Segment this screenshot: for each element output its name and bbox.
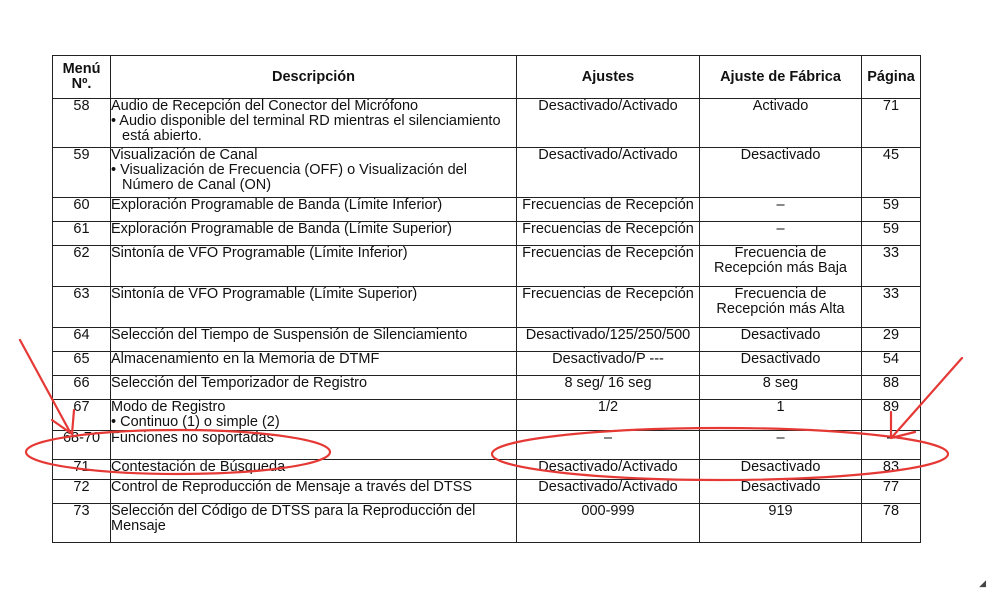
menu-number: 59: [73, 147, 90, 163]
menu-number: 63: [73, 286, 90, 302]
pagina-value: 33: [882, 286, 900, 302]
menu-number: 66: [73, 375, 90, 391]
header-no-label: Nº.: [71, 76, 92, 92]
description-cell: [111, 99, 517, 148]
menu-number-cell: [53, 352, 111, 376]
header-descripcion: Descripción: [111, 56, 517, 99]
menu-number: 62: [73, 245, 90, 261]
ajustes-value: Desactivado/125/250/500: [525, 327, 691, 343]
ajustes-value: 8 seg/ 16 seg: [564, 375, 652, 391]
pagina-value: 54: [882, 351, 900, 367]
description-text: Sintonía de VFO Programable (Límite Inferior): [111, 245, 408, 261]
menu-number-cell: [53, 400, 111, 431]
menu-number: 67: [73, 399, 90, 415]
menu-number-cell: [53, 431, 111, 460]
fabrica-value: 919: [768, 503, 793, 519]
pagina-cell: [862, 246, 921, 287]
menu-number-cell: [53, 99, 111, 148]
menu-settings-table: [52, 55, 921, 543]
pagina-value: 71: [882, 98, 900, 114]
menu-number: 60: [73, 197, 90, 213]
pagina-cell: [862, 504, 921, 543]
fabrica-cell: [700, 99, 862, 148]
ajustes-cell: [517, 222, 700, 246]
fabrica-cell: [700, 198, 862, 222]
table-row: [53, 460, 921, 480]
description-cell: [111, 480, 517, 504]
fabrica-cell: [700, 328, 862, 352]
ajustes-cell: [517, 148, 700, 198]
ajustes-cell: [517, 460, 700, 480]
ajustes-cell: [517, 99, 700, 148]
pagina-value: 33: [882, 245, 900, 261]
table-row: [53, 376, 921, 400]
description-cell: [111, 246, 517, 287]
ajustes-value: Frecuencias de Recepción: [522, 221, 694, 237]
pagina-value: 88: [882, 375, 900, 391]
ajustes-value: –: [603, 430, 613, 446]
menu-number: 61: [73, 221, 90, 237]
fabrica-cell: [700, 480, 862, 504]
ajustes-cell: [517, 504, 700, 543]
pagina-value: –: [886, 430, 896, 446]
table-row: [53, 148, 921, 198]
pagina-value: 59: [882, 221, 900, 237]
fabrica-value: Desactivado: [740, 351, 821, 367]
description-text: Selección del Temporizador de Registro: [111, 375, 368, 391]
ajustes-value: Desactivado/Activado: [538, 459, 678, 475]
menu-number-cell: [53, 287, 111, 328]
pagina-value: 59: [882, 197, 900, 213]
ajustes-value: Desactivado/Activado: [538, 147, 678, 163]
menu-number: 71: [73, 459, 90, 475]
ajustes-value: 1/2: [597, 399, 619, 415]
ajustes-cell: [517, 480, 700, 504]
description-cell: [111, 328, 517, 352]
fabrica-cell: [700, 504, 862, 543]
description-text: Almacenamiento en la Memoria de DTMF: [111, 351, 380, 367]
menu-number-cell: [53, 222, 111, 246]
fabrica-value: –: [776, 221, 785, 237]
fabrica-cell: [700, 460, 862, 480]
menu-number: 58: [73, 98, 90, 114]
pagina-value: 29: [882, 327, 900, 343]
description-text: Exploración Programable de Banda (Límite Inferior): [111, 197, 443, 213]
menu-number: 68-70: [62, 430, 101, 446]
fabrica-cell: [700, 376, 862, 400]
description-text: Sintonía de VFO Programable (Límite Superior): [111, 286, 418, 302]
page-corner-mark: ◢: [979, 578, 986, 588]
pagina-cell: [862, 287, 921, 328]
description-text: Exploración Programable de Banda (Límite Superior): [111, 221, 452, 237]
description-cell: [111, 148, 517, 198]
table-row: [53, 504, 921, 543]
fabrica-value: Desactivado: [740, 147, 821, 163]
header-ajuste-fabrica: Ajuste de Fábrica: [700, 56, 862, 99]
ajustes-value: Desactivado/Activado: [538, 479, 678, 495]
ajustes-cell: [517, 352, 700, 376]
table-row: [53, 328, 921, 352]
pagina-value: 77: [882, 479, 900, 495]
pagina-value: 83: [882, 459, 900, 475]
ajustes-cell: [517, 328, 700, 352]
table-header-row: [53, 56, 921, 99]
description-text: Funciones no soportadas: [111, 430, 274, 446]
description-bullet: • Audio disponible del terminal RD mientras el silenciamiento está abierto.: [111, 113, 501, 144]
description-cell: [111, 376, 517, 400]
pagina-cell: [862, 99, 921, 148]
description-cell: [111, 431, 517, 460]
fabrica-cell: [700, 246, 862, 287]
pagina-cell: [862, 328, 921, 352]
ajustes-value: Frecuencias de Recepción: [522, 245, 694, 261]
description-bullet: • Visualización de Frecuencia (OFF) o Visualización del Número de Canal (ON): [111, 162, 467, 193]
fabrica-value: Activado: [752, 98, 809, 114]
pagina-value: 45: [882, 147, 900, 163]
table-row: [53, 352, 921, 376]
fabrica-value: Frecuencia de Recepción más Alta: [716, 286, 845, 317]
menu-number-cell: [53, 480, 111, 504]
ajustes-cell: [517, 198, 700, 222]
menu-number: 73: [73, 503, 90, 519]
pagina-cell: [862, 400, 921, 431]
description-cell: [111, 400, 517, 431]
header-menu-no: [53, 56, 111, 99]
description-text: Control de Reproducción de Mensaje a través del DTSS: [111, 479, 473, 495]
pagina-value: 78: [882, 503, 900, 519]
table-row: [53, 246, 921, 287]
ajustes-value: Frecuencias de Recepción: [522, 197, 694, 213]
description-text: Visualización de Canal: [111, 147, 258, 163]
ajustes-cell: [517, 431, 700, 460]
pagina-cell: [862, 198, 921, 222]
fabrica-cell: [700, 287, 862, 328]
header-pagina: Página: [862, 56, 921, 99]
fabrica-value: Desactivado: [740, 479, 821, 495]
header-menu-label: Menú: [62, 61, 101, 77]
table-row: [53, 431, 921, 460]
menu-number-cell: [53, 328, 111, 352]
menu-number-cell: [53, 148, 111, 198]
table-row: [53, 222, 921, 246]
description-cell: [111, 352, 517, 376]
description-bullet: • Continuo (1) o simple (2): [111, 414, 280, 430]
description-text: Modo de Registro: [111, 399, 226, 415]
menu-number-cell: [53, 198, 111, 222]
header-ajustes: Ajustes: [517, 56, 700, 99]
fabrica-value: Frecuencia de Recepción más Baja: [714, 245, 847, 276]
fabrica-value: –: [776, 197, 785, 213]
description-cell: [111, 198, 517, 222]
table-row: [53, 480, 921, 504]
ajustes-value: 000-999: [581, 503, 635, 519]
ajustes-value: Desactivado/P ---: [552, 351, 664, 367]
fabrica-cell: [700, 148, 862, 198]
fabrica-cell: [700, 222, 862, 246]
table-row: [53, 198, 921, 222]
description-text: Audio de Recepción del Conector del Micrófono: [111, 98, 419, 114]
menu-number-cell: [53, 246, 111, 287]
ajustes-value: Frecuencias de Recepción: [522, 286, 694, 302]
menu-number: 72: [73, 479, 90, 495]
fabrica-value: Desactivado: [740, 327, 821, 343]
fabrica-cell: [700, 431, 862, 460]
table-row: [53, 400, 921, 431]
menu-number-cell: [53, 460, 111, 480]
menu-number: 65: [73, 351, 90, 367]
fabrica-value: Desactivado: [740, 459, 821, 475]
pagina-value: 89: [882, 399, 900, 415]
description-text: Selección del Tiempo de Suspensión de Silenciamiento: [111, 327, 468, 343]
ajustes-value: Desactivado/Activado: [538, 98, 678, 114]
description-cell: [111, 504, 517, 543]
table-row: [53, 287, 921, 328]
description-cell: [111, 287, 517, 328]
menu-number-cell: [53, 504, 111, 543]
pagina-cell: [862, 352, 921, 376]
menu-number: 64: [73, 327, 90, 343]
ajustes-cell: [517, 400, 700, 431]
ajustes-cell: [517, 287, 700, 328]
description-text: Contestación de Búsqueda: [111, 459, 286, 475]
fabrica-value: 1: [776, 399, 785, 415]
fabrica-cell: [700, 352, 862, 376]
ajustes-cell: [517, 246, 700, 287]
fabrica-cell: [700, 400, 862, 431]
pagina-cell: [862, 376, 921, 400]
description-text: Selección del Código de DTSS para la Reproducción del Mensaje: [111, 503, 476, 534]
pagina-cell: [862, 148, 921, 198]
pagina-cell: [862, 222, 921, 246]
pagina-cell: [862, 460, 921, 480]
pagina-cell: [862, 431, 921, 460]
description-cell: [111, 460, 517, 480]
description-cell: [111, 222, 517, 246]
ajustes-cell: [517, 376, 700, 400]
fabrica-value: –: [776, 430, 785, 446]
pagina-cell: [862, 480, 921, 504]
table-row: [53, 99, 921, 148]
fabrica-value: 8 seg: [762, 375, 799, 391]
menu-number-cell: [53, 376, 111, 400]
